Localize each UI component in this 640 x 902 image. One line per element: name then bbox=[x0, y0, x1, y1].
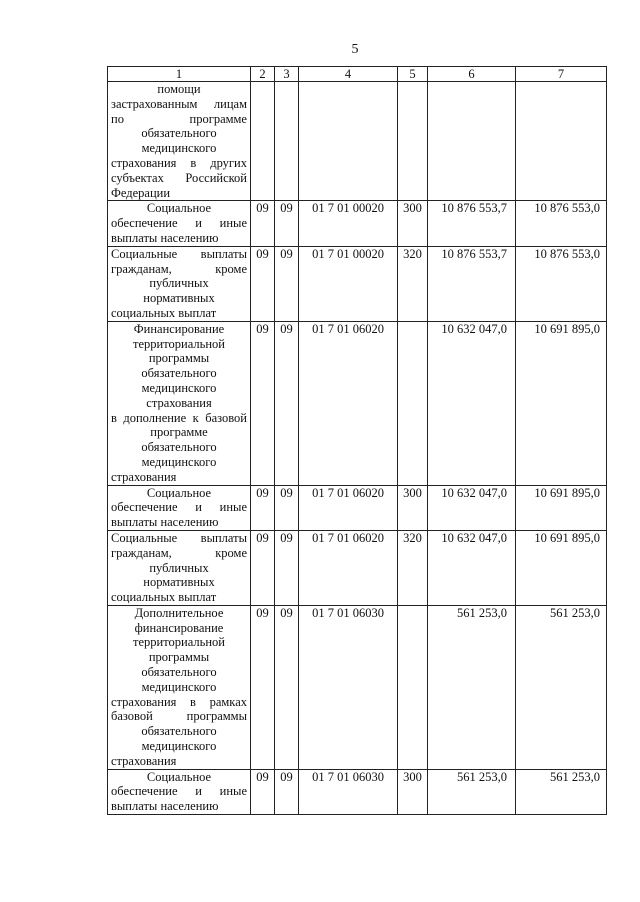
item-name-line: обязательного bbox=[141, 665, 217, 680]
section-code: 09 bbox=[251, 769, 275, 814]
item-name-line: страхования в других bbox=[111, 155, 247, 170]
column-header-2: 2 bbox=[251, 67, 275, 82]
item-name-line: медицинского bbox=[141, 380, 217, 395]
table-row bbox=[108, 769, 607, 814]
item-name-line: обязательного bbox=[141, 126, 217, 141]
target-article-code: 01 7 01 00020 bbox=[299, 201, 398, 246]
item-name-line: Дополнительное bbox=[134, 605, 224, 620]
table-header-row bbox=[108, 67, 607, 82]
amount-year-1: 10 876 553,7 bbox=[428, 246, 516, 321]
amount-year-1: 10 632 047,0 bbox=[428, 485, 516, 530]
column-header-1: 1 bbox=[108, 67, 251, 82]
table-row bbox=[108, 82, 607, 201]
expense-type-code bbox=[398, 82, 428, 201]
section-code bbox=[251, 82, 275, 201]
expense-type-code: 300 bbox=[398, 485, 428, 530]
target-article-code: 01 7 01 06030 bbox=[299, 605, 398, 769]
item-name-line: медицинского bbox=[141, 679, 217, 694]
subsection-code: 09 bbox=[275, 485, 299, 530]
subsection-code: 09 bbox=[275, 530, 299, 605]
item-name-line: программы bbox=[148, 351, 210, 366]
item-name-line: обязательного bbox=[141, 366, 217, 381]
item-name-line: обязательного bbox=[141, 724, 217, 739]
subsection-code: 09 bbox=[275, 201, 299, 246]
expense-type-code: 320 bbox=[398, 530, 428, 605]
column-header-5: 5 bbox=[398, 67, 428, 82]
section-code: 09 bbox=[251, 530, 275, 605]
item-name-line: финансирование bbox=[134, 620, 224, 635]
item-name-line: территориальной bbox=[133, 635, 225, 650]
amount-year-2: 10 691 895,0 bbox=[516, 321, 607, 485]
item-name-line: медицинского bbox=[141, 141, 217, 156]
section-code: 09 bbox=[251, 201, 275, 246]
item-name-line: гражданам, кроме bbox=[111, 261, 247, 276]
item-name bbox=[108, 201, 251, 246]
item-name-line: выплаты населению bbox=[111, 515, 219, 530]
amount-year-2: 561 253,0 bbox=[516, 605, 607, 769]
amount-year-2: 561 253,0 bbox=[516, 769, 607, 814]
item-name bbox=[108, 530, 251, 605]
item-name-line: страхования bbox=[111, 753, 177, 768]
item-name-line: субъектах Российской bbox=[111, 170, 247, 185]
item-name-line: обязательного bbox=[141, 440, 217, 455]
page-number: 5 bbox=[351, 42, 359, 57]
subsection-code: 09 bbox=[275, 605, 299, 769]
expense-type-code bbox=[398, 605, 428, 769]
item-name-line: обеспечение и иные bbox=[111, 500, 247, 515]
item-name-line: страхования bbox=[111, 469, 177, 484]
item-name-line: медицинского bbox=[141, 739, 217, 754]
item-name-line: базовой программы bbox=[111, 709, 247, 724]
amount-year-2: 10 691 895,0 bbox=[516, 485, 607, 530]
column-header-6: 6 bbox=[428, 67, 516, 82]
amount-year-1: 561 253,0 bbox=[428, 769, 516, 814]
target-article-code: 01 7 01 06020 bbox=[299, 530, 398, 605]
section-code: 09 bbox=[251, 321, 275, 485]
item-name-line: территориальной bbox=[133, 336, 225, 351]
target-article-code bbox=[299, 82, 398, 201]
item-name bbox=[108, 246, 251, 321]
table-row bbox=[108, 605, 607, 769]
item-name-line: страхования в рамках bbox=[111, 694, 247, 709]
item-name bbox=[108, 769, 251, 814]
amount-year-2 bbox=[516, 82, 607, 201]
table-row bbox=[108, 246, 607, 321]
item-name-line: гражданам, кроме bbox=[111, 545, 247, 560]
target-article-code: 01 7 01 06020 bbox=[299, 321, 398, 485]
amount-year-1: 10 632 047,0 bbox=[428, 530, 516, 605]
item-name-line: Социальные выплаты bbox=[111, 530, 247, 545]
item-name-line: по программе bbox=[111, 111, 247, 126]
expense-type-code: 300 bbox=[398, 201, 428, 246]
amount-year-1 bbox=[428, 82, 516, 201]
item-name bbox=[108, 321, 251, 485]
item-name bbox=[108, 82, 251, 201]
item-name-line: выплаты населению bbox=[111, 230, 219, 245]
amount-year-2: 10 876 553,0 bbox=[516, 201, 607, 246]
item-name-line: Социальные выплаты bbox=[111, 246, 247, 261]
item-name-line: социальных выплат bbox=[111, 590, 217, 605]
budget-table bbox=[107, 66, 607, 815]
item-name-line: медицинского bbox=[141, 454, 217, 469]
item-name-line: Социальное bbox=[146, 201, 212, 216]
item-name-line: Социальное bbox=[146, 769, 212, 784]
amount-year-2: 10 876 553,0 bbox=[516, 246, 607, 321]
subsection-code bbox=[275, 82, 299, 201]
section-code: 09 bbox=[251, 485, 275, 530]
subsection-code: 09 bbox=[275, 769, 299, 814]
item-name bbox=[108, 605, 251, 769]
item-name bbox=[108, 485, 251, 530]
item-name-line: социальных выплат bbox=[111, 305, 217, 320]
amount-year-1: 10 876 553,7 bbox=[428, 201, 516, 246]
item-name-line: программы bbox=[148, 650, 210, 665]
item-name-line: программе bbox=[150, 425, 208, 440]
target-article-code: 01 7 01 06020 bbox=[299, 485, 398, 530]
table-row bbox=[108, 485, 607, 530]
subsection-code: 09 bbox=[275, 321, 299, 485]
item-name-line: выплаты населению bbox=[111, 799, 219, 814]
subsection-code: 09 bbox=[275, 246, 299, 321]
item-name-line: обеспечение и иные bbox=[111, 784, 247, 799]
expense-type-code: 320 bbox=[398, 246, 428, 321]
item-name-line: страхования bbox=[146, 395, 212, 410]
item-name-line: обеспечение и иные bbox=[111, 216, 247, 231]
item-name-line: публичных bbox=[149, 560, 209, 575]
amount-year-2: 10 691 895,0 bbox=[516, 530, 607, 605]
item-name-line: в дополнение к базовой bbox=[111, 410, 247, 425]
expense-type-code bbox=[398, 321, 428, 485]
column-header-3: 3 bbox=[275, 67, 299, 82]
column-header-7: 7 bbox=[516, 67, 607, 82]
amount-year-1: 10 632 047,0 bbox=[428, 321, 516, 485]
table-row bbox=[108, 321, 607, 485]
item-name-line: публичных bbox=[149, 276, 209, 291]
expense-type-code: 300 bbox=[398, 769, 428, 814]
item-name-line: нормативных bbox=[143, 575, 215, 590]
section-code: 09 bbox=[251, 605, 275, 769]
table-row bbox=[108, 201, 607, 246]
amount-year-1: 561 253,0 bbox=[428, 605, 516, 769]
item-name-line: застрахованным лицам bbox=[111, 96, 247, 111]
table-row bbox=[108, 530, 607, 605]
target-article-code: 01 7 01 06030 bbox=[299, 769, 398, 814]
item-name-line: нормативных bbox=[143, 291, 215, 306]
section-code: 09 bbox=[251, 246, 275, 321]
item-name-line: Федерации bbox=[111, 185, 171, 200]
item-name-line: Финансирование bbox=[133, 321, 225, 336]
column-header-4: 4 bbox=[299, 67, 398, 82]
target-article-code: 01 7 01 00020 bbox=[299, 246, 398, 321]
item-name-line: помощи bbox=[157, 82, 201, 96]
item-name-line: Социальное bbox=[146, 485, 212, 500]
